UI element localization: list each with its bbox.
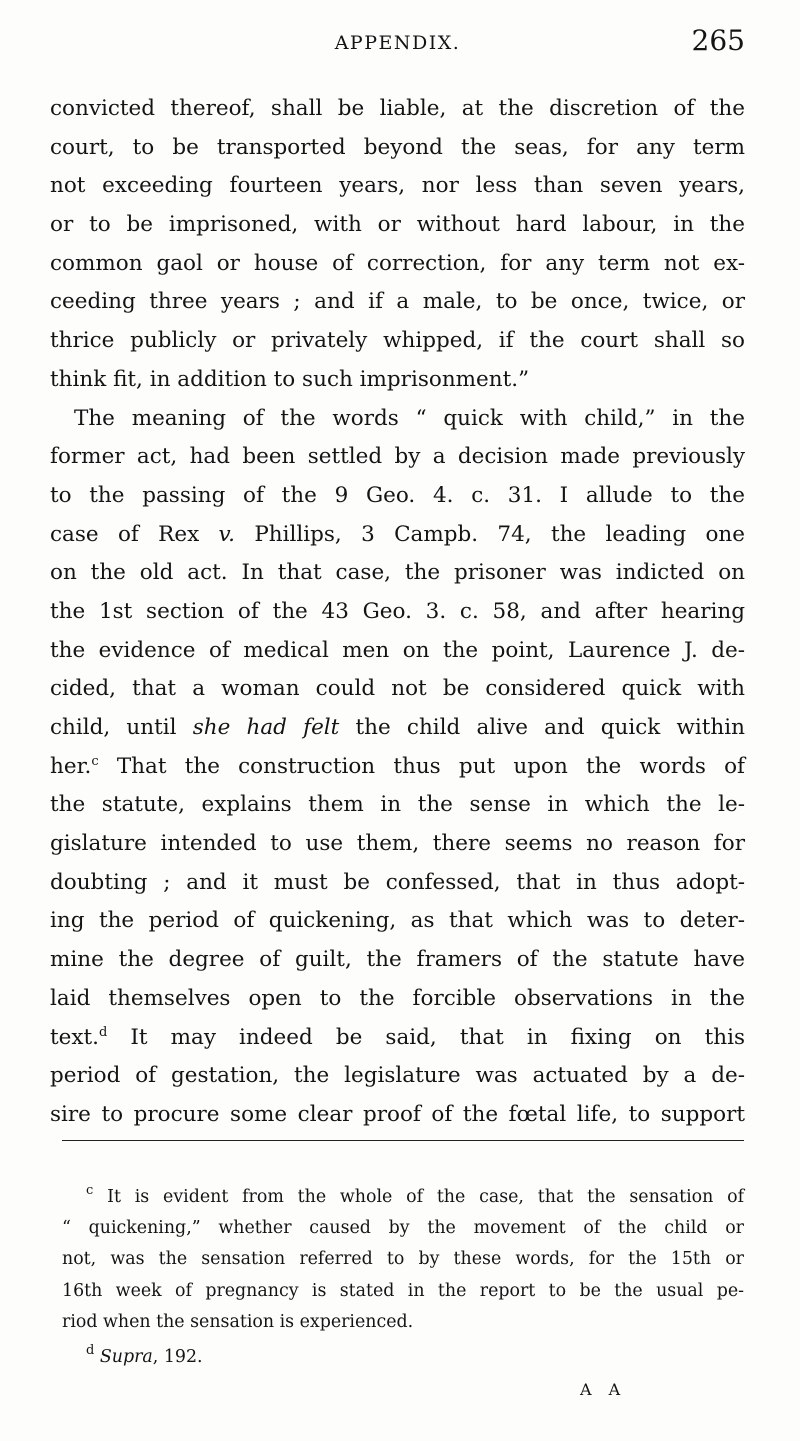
footnote-c-line: “ quickening,” whether caused by the movement of the child or xyxy=(62,1218,744,1239)
italic-text: v. xyxy=(218,521,235,547)
footnote-reference-c: c xyxy=(91,753,99,769)
book-page xyxy=(50,22,745,1422)
text-line: gislature intended to use them, there seems no reason for xyxy=(50,831,745,857)
footnote-c-line: riod when the sensation is experienced. xyxy=(62,1311,414,1332)
text-line: ing the period of quickening, as that which was to deter- xyxy=(50,908,745,934)
text-line: thrice publicly or privately whipped, if the court shall so xyxy=(50,328,745,354)
text-line: case of Rex v. Phillips, 3 Campb. 74, the leading one xyxy=(50,521,745,547)
text-line: the 1st section of the 43 Geo. 3. c. 58, and after hearing xyxy=(50,598,745,624)
text-line: not exceeding fourteen years, nor less than seven years, xyxy=(50,173,745,199)
text-line: The meaning of the words “ quick with child,” in the xyxy=(74,405,745,431)
footnote-c-line: not, was the sensation referred to by these words, for the 15th or xyxy=(62,1249,744,1270)
footnote-c-line: $^c$ It is evident from the whole of the case, that the sensation of xyxy=(86,1183,744,1207)
text-line: child, until she had felt the child alive and quick within xyxy=(50,715,745,740)
italic-text: she had felt xyxy=(192,715,340,740)
text-line: to the passing of the 9 Geo. 4. c. 31. I allude to the xyxy=(50,482,745,508)
signature-mark: A A xyxy=(580,1380,627,1399)
running-title: APPENDIX. xyxy=(334,32,461,54)
footnote-divider xyxy=(62,1140,744,1141)
text-line: period of gestation, the legislature was actuated by a de- xyxy=(50,1063,745,1089)
footnote-d-line: $^d$ Supra, 192. xyxy=(86,1342,203,1367)
text-line: on the old act. In that case, the prisoner was indicted on xyxy=(50,560,745,586)
running-head xyxy=(50,22,745,72)
text-line: or to be imprisoned, with or without hard labour, in the xyxy=(50,212,745,238)
text-line: former act, had been settled by a decision made previously xyxy=(50,444,745,470)
text-line: her.$^c$ That the construction thus put upon the words of xyxy=(50,753,746,779)
text-line: the evidence of medical men on the point, Laurence J. de- xyxy=(50,637,745,663)
text-line: mine the degree of guilt, the framers of the statute have xyxy=(50,947,745,973)
body-text xyxy=(50,90,745,1135)
italic-text: Supra xyxy=(99,1346,153,1367)
text-line: ceeding three years ; and if a male, to be once, twice, or xyxy=(50,289,745,315)
text-line: cided, that a woman could not be considered quick with xyxy=(50,676,745,702)
text-line: doubting ; and it must be confessed, that in thus adopt- xyxy=(50,869,745,895)
footnote-marker-c: c xyxy=(86,1183,94,1198)
page-number: 265 xyxy=(691,24,745,57)
text-line: court, to be transported beyond the seas, for any term xyxy=(50,134,745,160)
footnote-reference-d: d xyxy=(98,1024,108,1040)
text-line: sire to procure some clear proof of the fœtal life, to support xyxy=(50,1101,745,1127)
footnotes xyxy=(62,1182,744,1373)
footnote-c-line: 16th week of pregnancy is stated in the report to be the usual pe- xyxy=(62,1280,744,1301)
text-line: the statute, explains them in the sense in which the le- xyxy=(50,792,745,818)
footnote-marker-d: d xyxy=(86,1342,95,1358)
text-line: text.$^d$ It may indeed be said, that in fixing on this xyxy=(50,1024,745,1050)
text-line: convicted thereof, shall be liable, at the discretion of the xyxy=(50,96,745,121)
text-line: think fit, in addition to such imprisonment.” xyxy=(50,366,530,392)
text-line: common gaol or house of correction, for any term not ex- xyxy=(50,250,745,276)
text-line: laid themselves open to the forcible observations in the xyxy=(50,985,745,1011)
